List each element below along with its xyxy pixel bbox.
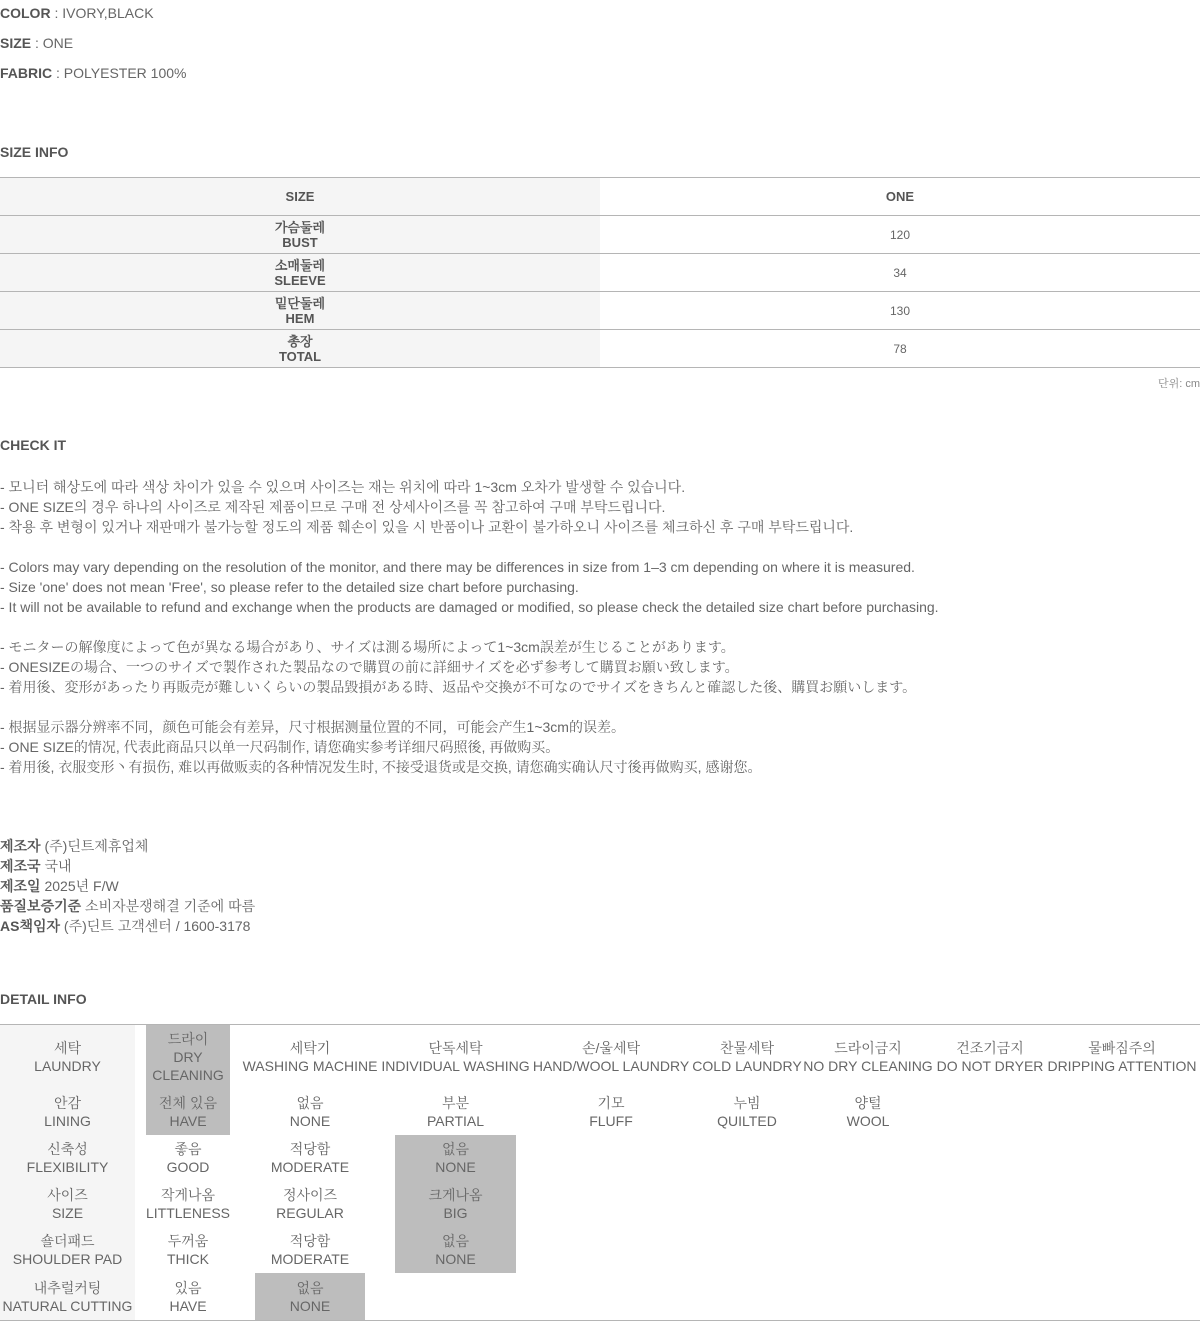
- detail-option: [803, 1025, 933, 1088]
- detail-option: [381, 1025, 530, 1088]
- detail-option-ko: 드라이: [167, 1030, 209, 1047]
- detail-option-ko: 두꺼움: [167, 1233, 209, 1249]
- size-row-label-en: SLEEVE: [274, 272, 326, 288]
- size-row-label-ko: 가슴둘레: [274, 219, 326, 235]
- size-row-value: 130: [600, 292, 1200, 330]
- detail-option: [1047, 1025, 1197, 1088]
- size-row-label-en: TOTAL: [278, 348, 322, 364]
- detail-row-label-en: LAUNDRY: [34, 1057, 101, 1074]
- size-row-label-ko: 총장: [287, 333, 313, 349]
- detail-option-ko: 드라이금지: [834, 1039, 902, 1056]
- spec-fabric: [0, 65, 186, 81]
- detail-option-en: DO NOT DRYER: [936, 1057, 1044, 1074]
- size-row-label-en: HEM: [285, 310, 315, 326]
- detail-row-label-ko: 사이즈: [47, 1187, 88, 1203]
- size-row-label: [0, 292, 600, 330]
- detail-row-label-ko: 신축성: [47, 1141, 88, 1157]
- detail-option-ko: 없음: [296, 1094, 324, 1111]
- detail-option-en: NONE: [435, 1251, 476, 1267]
- detail-option: [936, 1025, 1044, 1088]
- detail-option-ko: 누빔: [733, 1094, 761, 1111]
- detail-row-label-en: NATURAL CUTTING: [2, 1297, 133, 1314]
- detail-option-en: MODERATE: [270, 1159, 350, 1175]
- detail-option: [692, 1025, 802, 1088]
- size-info-title: SIZE INFO: [0, 144, 69, 160]
- size-unit-note: 단위: cm: [1157, 378, 1200, 390]
- maker-value: 2025년 F/W: [40, 878, 119, 894]
- table-row: [0, 216, 1200, 254]
- detail-option: [146, 1088, 230, 1135]
- detail-option-ko: 크게나옴: [428, 1187, 483, 1203]
- detail-option-en: WOOL: [846, 1112, 890, 1129]
- detail-option-ko: 손/울세탁: [582, 1039, 640, 1056]
- maker-label: 품질보증기준: [0, 898, 82, 914]
- detail-option-en: FLUFF: [589, 1112, 633, 1129]
- table-row: [0, 254, 1200, 292]
- detail-option: [255, 1088, 365, 1135]
- detail-option-ko: 전체 있음: [159, 1094, 217, 1111]
- check-note: - 着用後、変形があったり再販売が難しいくらいの製品毀損がある時、返品や交換が不可なのでサイズをきちんと確認した後、購買お願いします。: [0, 679, 917, 695]
- detail-option-ko: 작게나옴: [160, 1187, 216, 1203]
- detail-row-label-ko: 안감: [53, 1094, 82, 1111]
- detail-option-ko: 건조기금지: [956, 1039, 1024, 1056]
- detail-row-label-en: FLEXIBILITY: [26, 1159, 109, 1175]
- detail-option: [696, 1088, 798, 1135]
- detail-row-label: [0, 1181, 135, 1227]
- size-row-value: 120: [600, 216, 1200, 254]
- check-note: - 根据显示器分辨率不同，颜色可能会有差异，尺寸根据测量位置的不同，可能会产生1~3cm的误差。: [0, 719, 625, 735]
- detail-option-en: THICK: [167, 1251, 209, 1267]
- detail-option-ko: 적당함: [289, 1141, 331, 1157]
- size-row-label: [0, 216, 600, 254]
- maker-value: (주)딘트제휴업체: [40, 838, 149, 854]
- detail-option-ko: 기모: [597, 1094, 625, 1111]
- check-note: - 着用後, 衣服变形丶有损伤, 难以再做贩卖的各种情况发生时, 不接受退货或是交换, 请您确实确认尺寸後再做购买, 感谢您。: [0, 759, 762, 775]
- detail-option: [255, 1273, 365, 1320]
- maker-value: 소비자분쟁해결 기준에 따름: [81, 898, 256, 914]
- detail-option-ko: 양털: [854, 1094, 882, 1111]
- detail-row-label-ko: 내추럴커팅: [33, 1279, 102, 1296]
- check-it-notes: [0, 477, 939, 777]
- size-row-label: [0, 330, 600, 368]
- table-row: [0, 292, 1200, 330]
- detail-option: [146, 1227, 230, 1273]
- detail-option-en: NONE: [435, 1159, 476, 1175]
- maker-label: AS책임자: [0, 918, 61, 934]
- detail-option-ko: 없음: [441, 1141, 470, 1157]
- size-row-label-en: BUST: [282, 234, 318, 250]
- detail-option-en: HAND/WOOL LAUNDRY: [532, 1057, 690, 1074]
- check-note: - 착용 후 변형이 있거나 재판매가 불가능할 정도의 제품 훼손이 있을 시 반품이나 교환이 불가하오니 사이즈를 체크하신 후 구매 부탁드립니다.: [0, 519, 854, 535]
- spec-color-label: COLOR: [0, 5, 51, 21]
- detail-info-title: DETAIL INFO: [0, 991, 87, 1007]
- detail-row-label-en: LINING: [44, 1112, 91, 1129]
- maker-value: 국내: [40, 858, 72, 874]
- check-note: - モニターの解像度によって色が異なる場合があり、サイズは測る場所によって1~3cm誤差が生じることがあります。: [0, 639, 735, 655]
- maker-label: 제조일: [0, 878, 41, 894]
- table-row: [0, 330, 1200, 368]
- detail-option: [395, 1227, 516, 1273]
- detail-row-label: [0, 1273, 135, 1320]
- detail-option-en2: CLEANING: [152, 1066, 224, 1083]
- detail-row-label: [0, 1025, 135, 1088]
- size-row-label-ko: 소매둘레: [274, 257, 326, 273]
- size-header-value: ONE: [600, 178, 1200, 216]
- detail-row-label-ko: 숄더패드: [40, 1233, 95, 1249]
- detail-option: [146, 1273, 230, 1320]
- detail-option-ko: 좋음: [174, 1141, 202, 1157]
- size-row-label-ko: 밑단둘레: [274, 295, 326, 311]
- detail-option-ko: 부분: [441, 1094, 470, 1111]
- detail-option-en: DRY: [173, 1048, 203, 1065]
- spec-size-value: : ONE: [31, 35, 74, 51]
- size-row-value: 34: [600, 254, 1200, 292]
- maker-info-row: [0, 896, 255, 916]
- detail-option-en: BIG: [443, 1205, 468, 1221]
- check-note: - Colors may vary depending on the resolution of the monitor, and there may be differences in size from 1–3 cm depending on where it is measured.: [0, 559, 915, 575]
- detail-row-label: [0, 1135, 135, 1181]
- check-note: - ONE SIZE의 경우 하나의 사이즈로 제작된 제품이므로 구매 전 상세사이즈를 꼭 참고하여 구매 부탁드립니다.: [0, 499, 666, 515]
- size-row-label: [0, 254, 600, 292]
- size-table-header: [0, 178, 1200, 216]
- detail-row-label: [0, 1227, 135, 1273]
- detail-option-ko: 없음: [441, 1233, 470, 1249]
- maker-value: (주)딘트 고객센터 / 1600-3178: [60, 918, 251, 934]
- detail-option: [395, 1181, 516, 1227]
- detail-option-en: REGULAR: [276, 1205, 344, 1221]
- detail-option-ko: 없음: [296, 1279, 324, 1296]
- detail-option-ko: 세탁기: [289, 1039, 331, 1056]
- detail-row-label-en: SIZE: [51, 1205, 84, 1221]
- detail-option: [395, 1088, 516, 1135]
- detail-option-ko: 적당함: [289, 1233, 331, 1249]
- detail-option-en: INDIVIDUAL WASHING: [381, 1057, 530, 1074]
- maker-info-row: [0, 916, 255, 936]
- spec-fabric-label: FABRIC: [0, 65, 53, 81]
- check-note: - Size 'one' does not mean 'Free', so please refer to the detailed size chart before purchasing.: [0, 579, 579, 595]
- spec-size-label: SIZE: [0, 35, 32, 51]
- detail-option-en: NO DRY CLEANING: [803, 1057, 933, 1074]
- size-header-label: SIZE: [0, 178, 600, 216]
- spec-color: [0, 5, 154, 21]
- spec-color-value: : IVORY,BLACK: [50, 5, 154, 21]
- detail-option-ko: 있음: [174, 1279, 202, 1296]
- detail-option-ko: 찬물세탁: [719, 1039, 775, 1056]
- detail-option-ko: 물빠짐주의: [1088, 1039, 1156, 1056]
- detail-option-en: MODERATE: [270, 1251, 350, 1267]
- detail-option-en: PARTIAL: [426, 1112, 485, 1129]
- detail-option-en: GOOD: [166, 1159, 210, 1175]
- detail-option-en: HAVE: [169, 1297, 207, 1314]
- check-it-title: CHECK IT: [0, 437, 67, 453]
- detail-option: [242, 1025, 378, 1088]
- maker-label: 제조자: [0, 838, 41, 854]
- detail-option: [532, 1025, 690, 1088]
- detail-option-en: DRIPPING ATTENTION: [1047, 1057, 1197, 1074]
- detail-option-ko: 정사이즈: [282, 1187, 338, 1203]
- maker-info: [0, 836, 255, 936]
- maker-info-row: [0, 876, 255, 896]
- detail-row-label: [0, 1088, 135, 1135]
- detail-row-label-en: SHOULDER PAD: [12, 1251, 123, 1267]
- detail-option: [146, 1181, 230, 1227]
- detail-option: [146, 1025, 230, 1088]
- detail-option-en: NONE: [289, 1112, 331, 1129]
- detail-option-en: WASHING MACHINE: [242, 1057, 378, 1074]
- detail-row-label-ko: 세탁: [53, 1039, 82, 1056]
- spec-size: [0, 35, 73, 51]
- detail-option-en: COLD LAUNDRY: [692, 1057, 802, 1074]
- detail-option-en: NONE: [289, 1297, 331, 1314]
- detail-option-en: LITTLENESS: [145, 1205, 231, 1221]
- detail-option: [146, 1135, 230, 1181]
- size-row-value: 78: [600, 330, 1200, 368]
- detail-option: [809, 1088, 927, 1135]
- detail-option-en: HAVE: [169, 1112, 207, 1129]
- detail-option-ko: 단독세탁: [428, 1039, 483, 1056]
- maker-info-row: [0, 836, 255, 856]
- maker-info-row: [0, 856, 255, 876]
- check-note: - It will not be available to refund and exchange when the products are damaged or modified, so please check the detailed size chart before purchasing.: [0, 599, 939, 615]
- check-note: - ONESIZEの場合、一つのサイズで製作された製品なので購買の前に詳細サイズを必ず参考して購買お願い致します。: [0, 659, 739, 675]
- spec-fabric-value: : POLYESTER 100%: [52, 65, 187, 81]
- detail-option-en: QUILTED: [717, 1112, 777, 1129]
- detail-info-grid: [0, 1024, 1200, 1321]
- maker-label: 제조국: [0, 858, 41, 874]
- detail-option: [395, 1135, 516, 1181]
- size-table: [0, 177, 1200, 368]
- detail-option: [255, 1227, 365, 1273]
- detail-option: [538, 1088, 684, 1135]
- detail-option: [255, 1181, 365, 1227]
- check-note: - ONE SIZE的情况, 代表此商品只以单一尺码制作, 请您确实参考详细尺码照後, 再做购买。: [0, 739, 560, 755]
- detail-option: [255, 1135, 365, 1181]
- check-note: - 모니터 해상도에 따라 색상 차이가 있을 수 있으며 사이즈는 재는 위치에 따라 1~3cm 오차가 발생할 수 있습니다.: [0, 479, 686, 495]
